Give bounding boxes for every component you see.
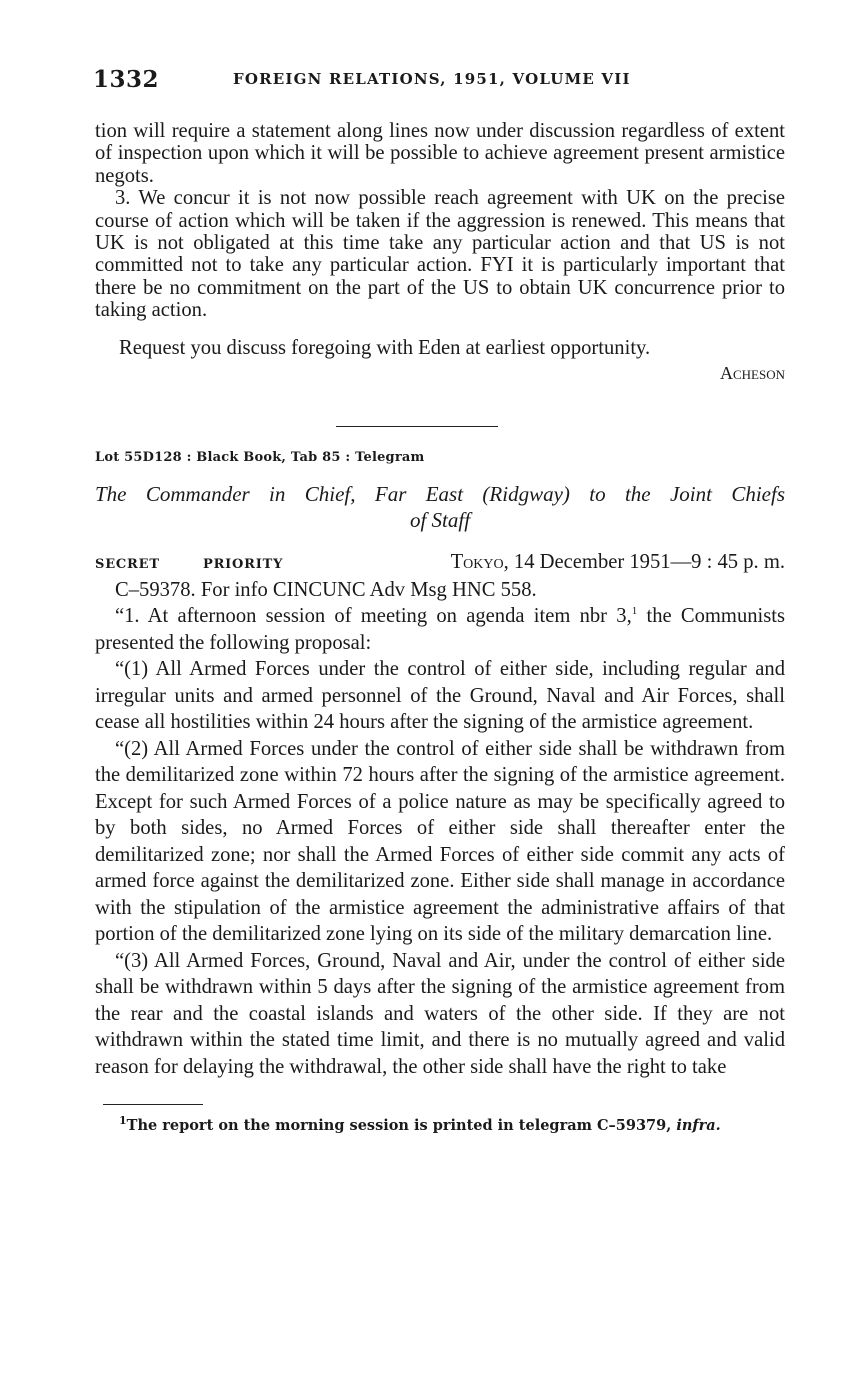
section-divider bbox=[336, 426, 498, 427]
footnote-reference[interactable]: 1 bbox=[631, 605, 638, 618]
place-date bbox=[451, 551, 785, 574]
page bbox=[95, 66, 785, 1134]
footnote-rule bbox=[103, 1104, 203, 1105]
previous-document bbox=[95, 120, 785, 386]
paragraph-1 bbox=[95, 603, 785, 656]
footnote bbox=[119, 1114, 785, 1135]
place: Tokyo, bbox=[450, 550, 509, 573]
footnote-marker: 1 bbox=[119, 1114, 127, 1128]
page-header bbox=[95, 66, 785, 100]
page-number: 1332 bbox=[93, 66, 160, 93]
source-note: Lot 55D128 : Black Book, Tab 85 : Telegram bbox=[95, 449, 425, 465]
running-title: FOREIGN RELATIONS, 1951, VOLUME VII bbox=[233, 70, 631, 88]
footnote-text: The report on the morning session is printed in telegram C–59379, bbox=[126, 1117, 677, 1135]
point-2: “(2) All Armed Forces under the control of either side shall be withdrawn from the demilitarized zone within 72 hours after the signing of the armistice agreement. Except for such Armed Forces of a police nature as may be specifically agreed to by both sides, no Armed Forces of either side shall thereafter enter the demilitarized zone; nor shall the Armed Forces of either side commit any acts of armed force against the demilitarized zone. Either side shall manage in accordance with the stipulation of the armistice agreement the administrative affairs of that portion of the demilitarized zone lying on its side of the military demarcation line. bbox=[95, 737, 785, 946]
telegram-body bbox=[95, 577, 785, 1081]
paragraph-1-end: the Communists presented the following proposal: bbox=[95, 605, 786, 654]
date: 14 December 1951—9 : 45 p. m. bbox=[513, 550, 785, 573]
document-title-line-1: The Commander in Chief, Far East (Ridgway) to the Joint Chiefs bbox=[95, 481, 785, 506]
document-title bbox=[95, 481, 785, 533]
dateline bbox=[95, 551, 785, 577]
signature: Acheson bbox=[719, 362, 785, 383]
request-line: Request you discuss foregoing with Eden at earliest opportunity. bbox=[119, 336, 651, 359]
info-line: C–59378. For info CINCUNC Adv Msg HNC 558. bbox=[115, 578, 537, 601]
footnote-emphasis: infra. bbox=[676, 1117, 721, 1135]
precedence: PRIORITY bbox=[203, 556, 284, 572]
classification: SECRET bbox=[95, 556, 160, 572]
point-3: “(3) All Armed Forces, Ground, Naval and Air, under the control of either side shall be withdrawn within 5 days after the signing of the armistice agreement from the rear and the coastal islands and waters of the other side. If they are not withdrawn within the stated time limit, and there is no mutually agreed and valid reason for delaying the withdrawal, the other side shall have the right to take bbox=[95, 949, 785, 1078]
point-1: “(1) All Armed Forces under the control of either side, including regular and irregular units and armed personnel of the Ground, Naval and Air Forces, shall cease all hostilities within 24 hours after the signing of the armistice agreement. bbox=[95, 658, 785, 734]
continuation-paragraph: tion will require a statement along lines now under discussion regardless of extent of inspection upon which it will be possible to achieve agreement present armistice negots. bbox=[95, 120, 785, 187]
paragraph-1-start: “1. At afternoon session of meeting on agenda item nbr 3, bbox=[115, 605, 632, 628]
paragraph-3: 3. We concur it is not now possible reach agreement with UK on the precise course of action which will be taken if the aggression is renewed. This means that UK is not obligated at this time take any particular action and that US is not committed not to take any particular action. FYI it is particularly important that there be no commitment on the part of the US to obtain UK concurrence prior to taking action. bbox=[95, 187, 785, 322]
document-title-line-2: of Staff bbox=[409, 507, 471, 532]
